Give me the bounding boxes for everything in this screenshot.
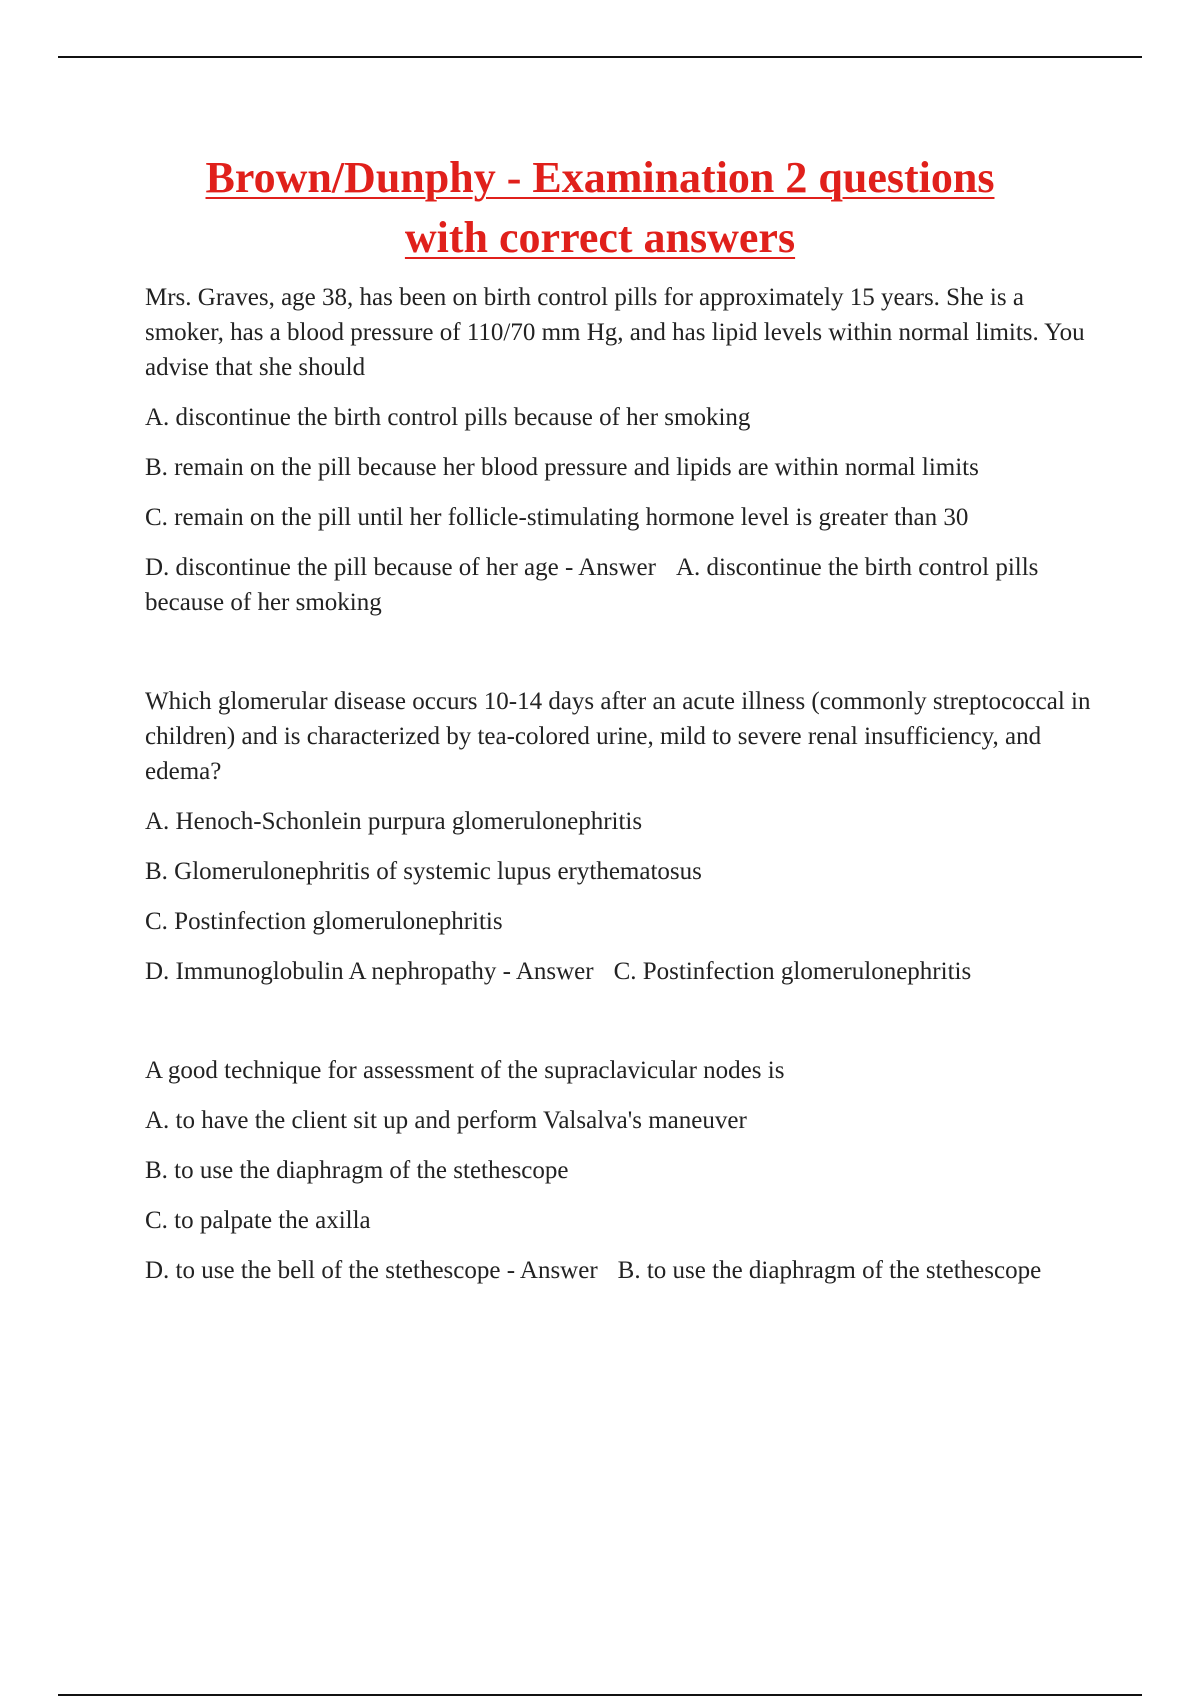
question-stem: A good technique for assessment of the supraclavicular nodes is: [145, 1057, 785, 1084]
header-rule: [58, 56, 1142, 58]
correct-answer: C. Postinfection glomerulonephritis: [613, 958, 972, 985]
option-c: C. Postinfection glomerulonephritis: [145, 908, 503, 935]
option-d-with-answer: [145, 954, 1095, 989]
option-a: A. to have the client sit up and perform Valsalva's maneuver: [145, 1107, 747, 1134]
option-d-with-answer: [145, 550, 1095, 620]
document-title: [100, 148, 1100, 268]
option-d: D. to use the bell of the stethescope - Answer: [145, 1257, 598, 1284]
option-c: C. remain on the pill until her follicle-stimulating hormone level is greater than 30: [145, 504, 969, 531]
option-c: C. to palpate the axilla: [145, 1207, 371, 1234]
option-d: D. Immunoglobulin A nephropathy - Answer: [145, 958, 594, 985]
question-3: [145, 1053, 1095, 1288]
question-stem: Mrs. Graves, age 38, has been on birth control pills for approximately 15 years. She is a smoker, has a blood pressure of 110/70 mm Hg, and has lipid levels within normal limits. You advise that she should: [145, 284, 1085, 381]
footer-rule: [58, 1694, 1142, 1696]
title-line-1: Brown/Dunphy - Examination 2 questions: [205, 153, 995, 202]
title-line-2: with correct answers: [404, 213, 796, 262]
question-1: [145, 280, 1095, 620]
correct-answer: B. to use the diaphragm of the stethescope: [617, 1257, 1042, 1284]
correct-answer: A. discontinue the birth control pills because of her smoking: [145, 554, 1039, 616]
option-d-with-answer: [145, 1253, 1095, 1288]
option-b: B. to use the diaphragm of the stethescope: [145, 1157, 569, 1184]
question-2: [145, 684, 1095, 989]
option-b: B. remain on the pill because her blood pressure and lipids are within normal limits: [145, 454, 979, 481]
question-stem: Which glomerular disease occurs 10-14 days after an acute illness (commonly streptococcal in children) and is characterized by tea-colored urine, mild to severe renal insufficiency, and edema?: [145, 688, 1091, 785]
question-list: [145, 280, 1095, 1288]
option-b: B. Glomerulonephritis of systemic lupus erythematosus: [145, 858, 702, 885]
option-a: A. discontinue the birth control pills because of her smoking: [145, 404, 751, 431]
option-d: D. discontinue the pill because of her age - Answer: [145, 554, 656, 581]
option-a: A. Henoch-Schonlein purpura glomerulonephritis: [145, 808, 643, 835]
